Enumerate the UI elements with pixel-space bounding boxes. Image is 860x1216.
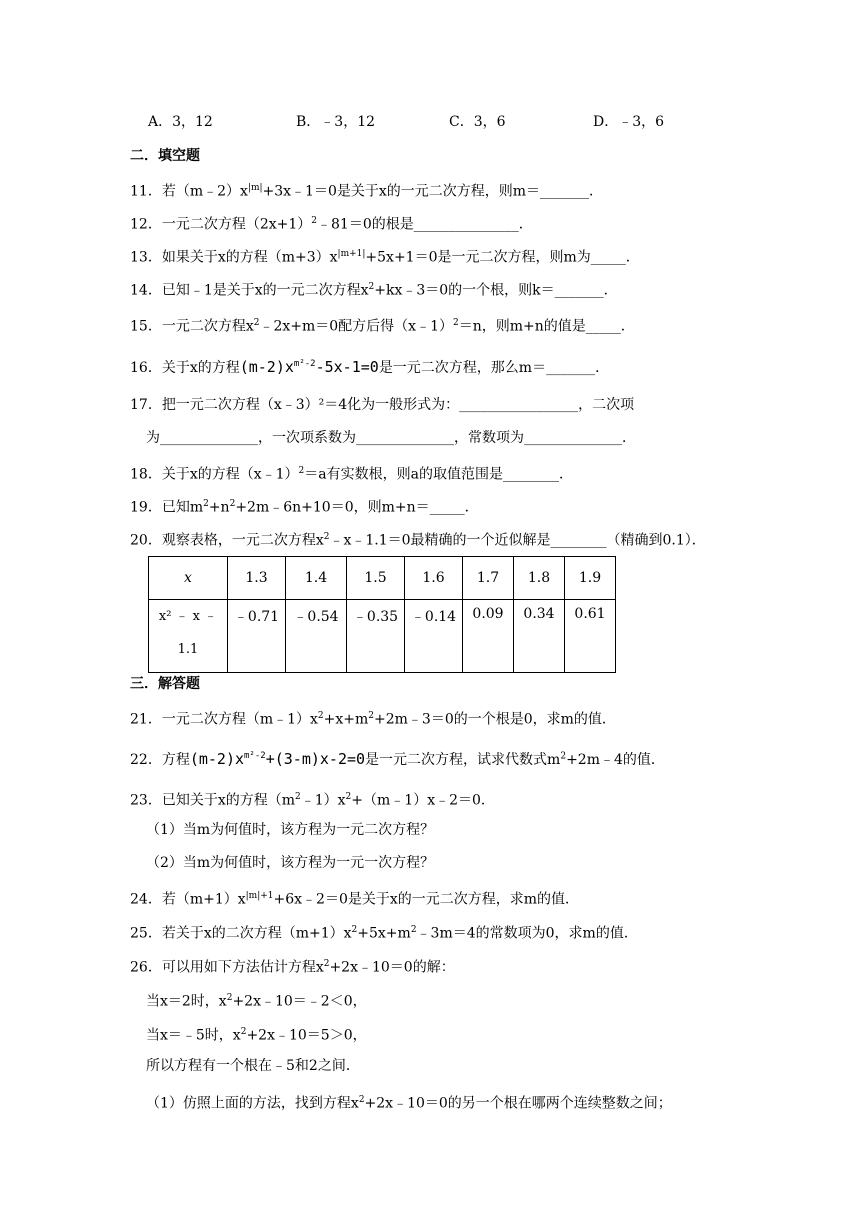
table-header-expression: x² ﹣ x ﹣ 1.1 <box>149 600 228 673</box>
option-b: B．﹣3，12 <box>296 114 376 130</box>
table-row-values <box>149 600 616 673</box>
table-cell: 0.09 <box>463 600 514 673</box>
option-a: A．3，12 <box>148 114 213 130</box>
table-cell: ﹣0.54 <box>286 600 347 673</box>
question-20: 20．观察表格，一元二次方程$x^2﹣x﹣1.1=0$最精确的一个近似解是________（精确到0.1）． <box>130 532 706 549</box>
question-17-line-2: 为______________，一次项系数为______________，常数项为______________． <box>146 430 636 446</box>
question-26-line-2: 当x＝﹣5时，$x^2+2x﹣10=5>0$， <box>146 1027 367 1044</box>
question-13: 13．如果关于x的方程$(m+3)x^{|m+1|}+5x+1=0$是一元二次方程，则m为_____． <box>130 249 640 266</box>
option-c: C．3，6 <box>449 114 506 130</box>
table-cell: 1.6 <box>405 557 463 600</box>
question-19: 19．已知$m^2+n^2+2m﹣6n+10=0$，则m+n＝_____． <box>130 499 479 516</box>
values-table <box>148 556 616 673</box>
table-cell: 0.34 <box>514 600 565 673</box>
table-cell: 1.4 <box>286 557 347 600</box>
question-15: 15．一元二次方程$x^2﹣2x+m=0$配方后得（x﹣1）$^2$＝n，则m+n的值是_____． <box>130 318 635 335</box>
table-cell: 1.3 <box>228 557 286 600</box>
question-23-part-2: （2）当m为何值时，该方程为一元一次方程？ <box>146 855 435 871</box>
question-21: 21．一元二次方程$(m﹣1)x^2+x+m^2+2m﹣3=0$的一个根是0，求m的值． <box>130 711 616 728</box>
question-26-part-1: （1）仿照上面的方法，找到方程$x^2+2x﹣10=0$的另一个根在哪两个连续整数之间； <box>146 1095 672 1112</box>
question-24: 24．若$(m+1)x^{|m|+1}+6x﹣2=0$是关于x的一元二次方程，求m的值． <box>130 891 580 908</box>
question-26-line-1: 当x＝2时，$x^2+2x﹣10=﹣2<0$， <box>146 993 367 1010</box>
option-d: D．﹣3，6 <box>593 114 665 130</box>
question-16: 16．关于x的方程$(m-2)x^{m^2-2}-5x-1=0$是一元二次方程，那么m＝_______． <box>130 358 610 376</box>
section-answer-questions: 三．解答题 <box>130 676 200 692</box>
question-26-line-3: 所以方程有一个根在﹣5和2之间． <box>146 1058 360 1074</box>
table-cell: ﹣0.14 <box>405 600 463 673</box>
question-22: 22．方程$(m-2)x^{m^2-2}+(3-m)x-2=0$是一元二次方程，试求代数式$m^2+2m﹣4$的值． <box>130 750 665 768</box>
formula-image: $(m-2)x^{m^2-2}-5x-1=0$ <box>239 358 379 376</box>
formula-image: $(m-2)x^{m^2-2}+(3-m)x-2=0$ <box>189 750 366 768</box>
question-26: 26．可以用如下方法估计方程$x^2+2x﹣10=0$的解： <box>130 959 455 976</box>
question-18: 18．关于x的方程（x﹣1）$^2$＝a有实数根，则a的取值范围是________． <box>130 466 573 483</box>
table-cell: 1.8 <box>514 557 565 600</box>
table-cell: 1.5 <box>347 557 405 600</box>
section-fill-in-blank: 二．填空题 <box>130 148 200 164</box>
table-cell: 1.9 <box>565 557 616 600</box>
table-header-x: x <box>149 557 228 600</box>
question-12: 12．一元二次方程$(2x+1)^2﹣81=0$的根是_______________． <box>130 216 533 233</box>
table-cell: ﹣0.71 <box>228 600 286 673</box>
question-25: 25．若关于x的二次方程$(m+1)x^2+5x+m^2﹣3m=4$的常数项为0，求m的值． <box>130 925 638 942</box>
question-23-part-1: （1）当m为何值时，该方程为一元二次方程？ <box>146 822 435 838</box>
question-17-line-1: 17．把一元二次方程（x﹣3）²＝4化为一般形式为：_________________，二次项 <box>130 397 635 413</box>
table-cell: ﹣0.35 <box>347 600 405 673</box>
question-23: 23．已知关于x的方程$(m^2﹣1)x^2+(m﹣1)x﹣2=0$． <box>130 792 495 809</box>
question-14: 14．已知﹣1是关于x的一元二次方程$x^2+kx﹣3=0$的一个根，则k＝_______． <box>130 282 618 299</box>
table-row-x <box>149 557 616 600</box>
table-cell: 0.61 <box>565 600 616 673</box>
question-11: 11．若$(m﹣2)x^{|m|}+3x﹣1=0$是关于x的一元二次方程，则m＝_______． <box>130 183 604 200</box>
table-cell: 1.7 <box>463 557 514 600</box>
